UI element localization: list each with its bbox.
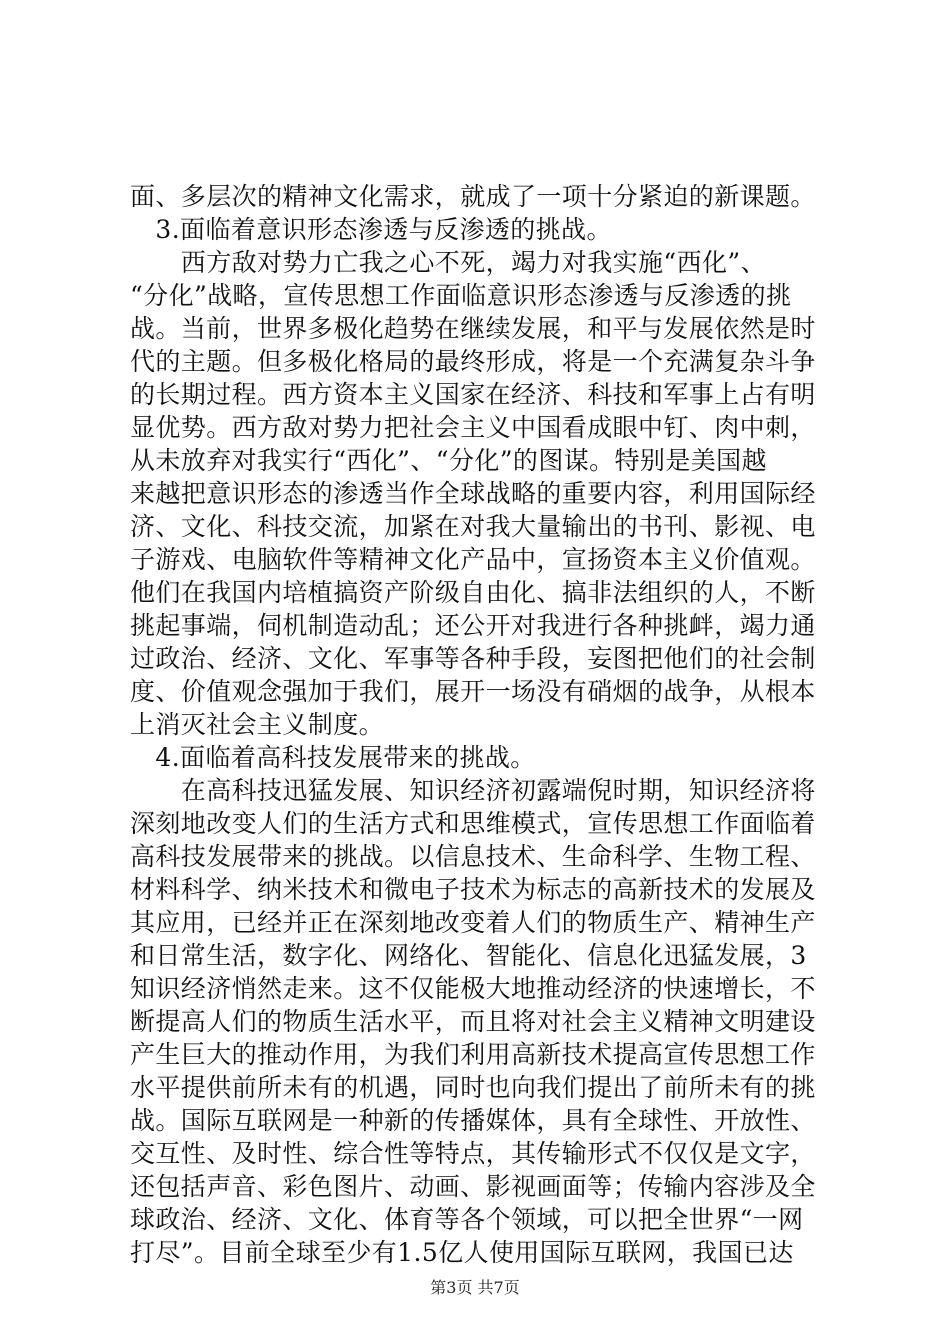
text-line: 和日常生活，数字化、网络化、智能化、信息化迅猛发展，3	[130, 941, 807, 970]
text-line: 3.面临着意识形态渗透与反渗透的挑战。	[130, 215, 612, 244]
text-line: 子游戏、电脑软件等精神文化产品中，宣扬资本主义价值观。	[130, 545, 816, 574]
text-line: 过政治、经济、文化、军事等各种手段，妄图把他们的社会制	[130, 644, 816, 673]
text-line: 他们在我国内培植搞资产阶级自由化、搞非法组织的人，不断	[130, 578, 816, 607]
text-line: 打尽”。目前全球至少有1.5亿人使用国际互联网，我国已达	[130, 1238, 794, 1267]
text-line: 度、价值观念强加于我们，展开一场没有硝烟的战争，从根本	[130, 677, 816, 706]
text-line: 高科技发展带来的挑战。以信息技术、生命科学、生物工程、	[130, 842, 816, 871]
text-line: 材料科学、纳米技术和微电子技术为标志的高新技术的发展及	[130, 875, 816, 904]
text-line: 知识经济悄然走来。这不仅能极大地推动经济的快速增长，不	[130, 974, 816, 1003]
text-line: 上消灭社会主义制度。	[130, 710, 385, 739]
text-line: 代的主题。但多极化格局的最终形成，将是一个充满复杂斗争	[130, 347, 816, 376]
text-line: 挑起事端，伺机制造动乱；还公开对我进行各种挑衅，竭力通	[130, 611, 816, 640]
text-line: 在高科技迅猛发展、知识经济初露端倪时期，知识经济将	[130, 776, 816, 805]
text-line: 球政治、经济、文化、体育等各个领域，可以把全世界“一网	[130, 1205, 804, 1234]
text-line: 的长期过程。西方资本主义国家在经济、科技和军事上占有明	[130, 380, 816, 409]
text-line: 深刻地改变人们的生活方式和思维模式，宣传思想工作面临着	[130, 809, 816, 838]
text-line: 其应用，已经并正在深刻地改变着人们的物质生产、精神生产	[130, 908, 816, 937]
text-line: 4.面临着高科技发展带来的挑战。	[130, 743, 536, 772]
text-line: 产生巨大的推动作用，为我们利用高新技术提高宣传思想工作	[130, 1040, 816, 1069]
text-line: 济、文化、科技交流，加紧在对我大量输出的书刊、影视、电	[130, 512, 816, 541]
text-line: 战。当前，世界多极化趋势在继续发展，和平与发展依然是时	[130, 314, 816, 343]
text-line: 交互性、及时性、综合性等特点，其传输形式不仅仅是文字，	[130, 1139, 816, 1168]
text-line: 战。国际互联网是一种新的传播媒体，具有全球性、开放性、	[130, 1106, 816, 1135]
text-line: 还包括声音、彩色图片、动画、影视画面等；传输内容涉及全	[130, 1172, 816, 1201]
text-line: 水平提供前所未有的机遇，同时也向我们提出了前所未有的挑	[130, 1073, 816, 1102]
text-line: 从未放弃对我实行“西化”、“分化”的图谋。特别是美国越	[130, 446, 767, 475]
text-line: 面、多层次的精神文化需求，就成了一项十分紧迫的新课题。	[130, 182, 816, 211]
text-line: 来越把意识形态的渗透当作全球战略的重要内容，利用国际经	[130, 479, 816, 508]
text-line: “分化”战略，宣传思想工作面临意识形态渗透与反渗透的挑	[130, 281, 792, 310]
text-line: 显优势。西方敌对势力把社会主义中国看成眼中钉、肉中刺，	[130, 413, 816, 442]
page-footer: 第3页 共7页	[430, 1278, 520, 1297]
text-line: 断提高人们的物质生活水平，而且将对社会主义精神文明建设	[130, 1007, 816, 1036]
text-line: 西方敌对势力亡我之心不死，竭力对我实施“西化”、	[130, 248, 766, 277]
